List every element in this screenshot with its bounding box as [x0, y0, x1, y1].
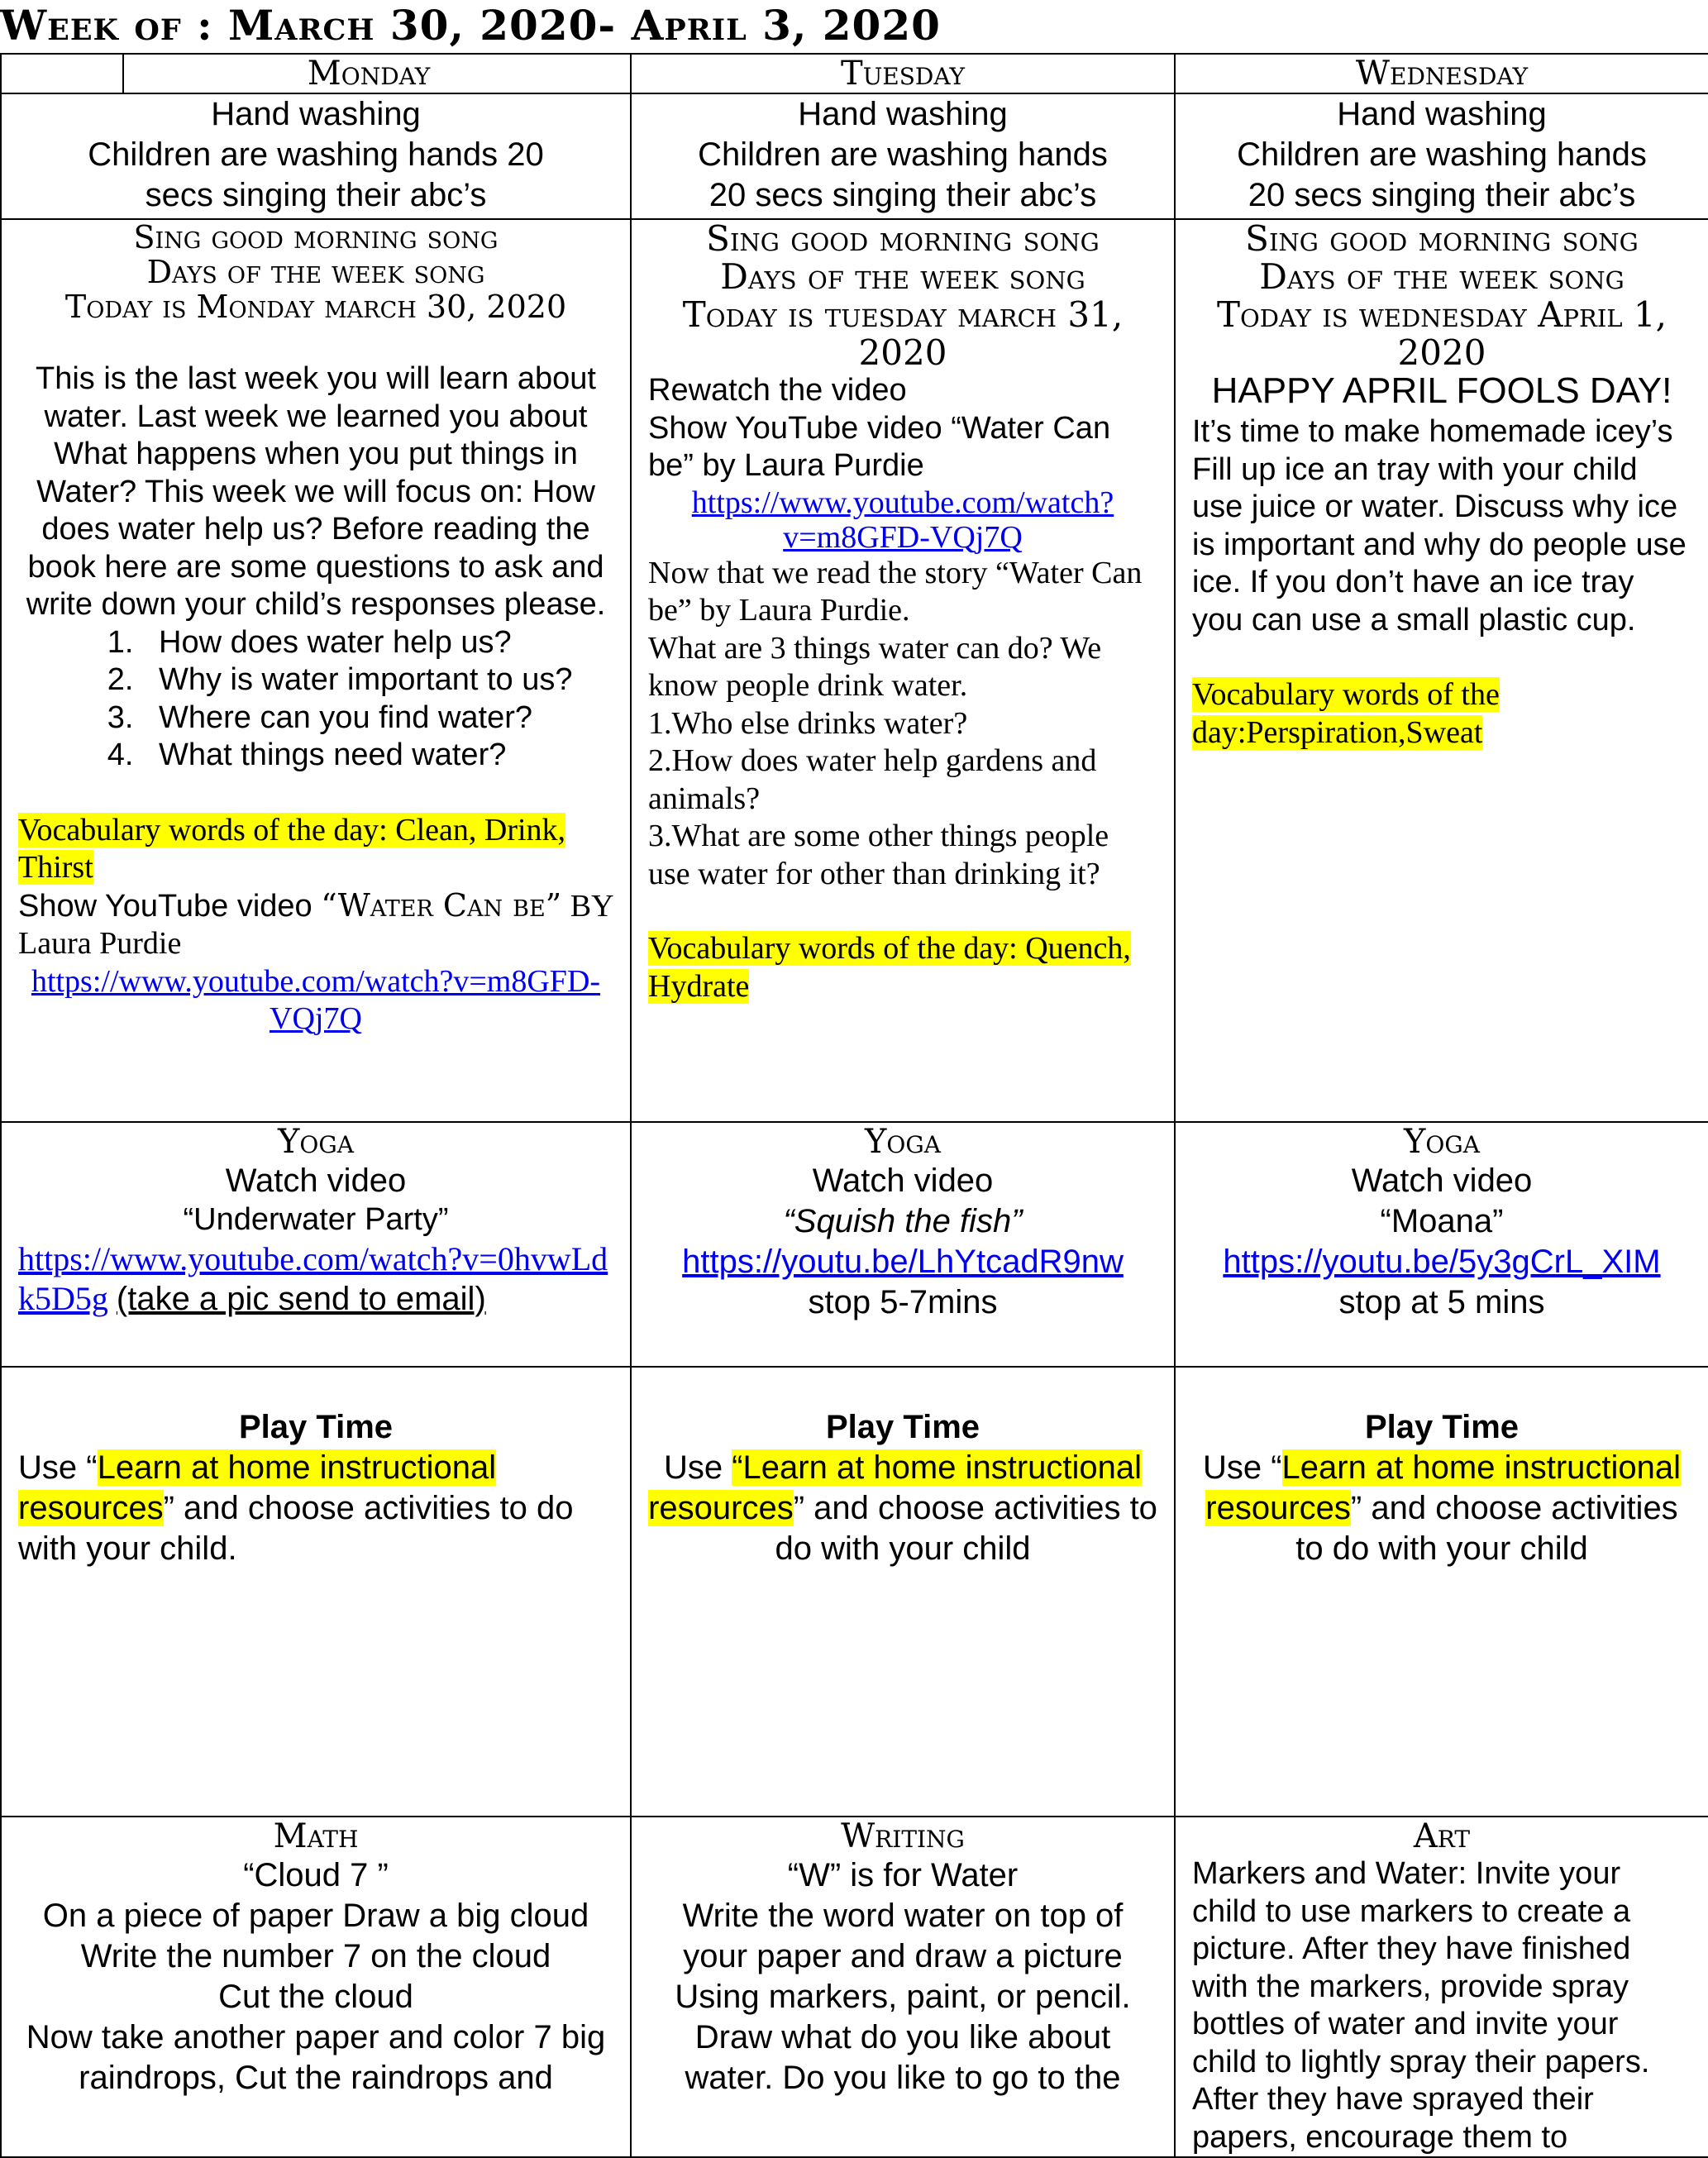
resources-highlight: Learn at home instructional resources	[18, 1449, 497, 1526]
yoga-tuesday	[631, 1122, 1175, 1367]
writing-cell	[631, 1817, 1175, 2157]
question-item: 2. Why is water important to us?	[142, 661, 613, 699]
lesson-wednesday	[1175, 219, 1708, 1122]
use-text: Use “	[1202, 1449, 1282, 1486]
writing-step: Using markers, paint, or pencil.	[675, 1979, 1131, 2015]
lesson-plan-table	[0, 53, 1708, 2158]
page-title: Week of : March 30, 2020- April 3, 2020	[0, 1, 941, 50]
math-title: “Cloud 7 ”	[243, 1857, 389, 1893]
resources-highlight: “Learn at home instructional resources	[648, 1449, 1143, 1526]
writing-heading: Writing	[841, 1817, 965, 1855]
video-title: “Water Can be”	[321, 886, 562, 924]
question-item: 4. What things need water?	[142, 737, 613, 775]
resources-highlight: Learn at home instructional resources	[1205, 1449, 1682, 1526]
question-item: 1. How does water help us?	[142, 624, 613, 662]
days-song: Days of the week song	[720, 256, 1085, 297]
photo-note: (take a pic send to email)	[116, 1280, 486, 1317]
day-label-monday: Monday	[307, 55, 431, 93]
question-1: 1.Who else drinks water?	[648, 705, 968, 741]
youtube-link[interactable]: https://youtu.be/LhYtcadR9nw	[682, 1244, 1124, 1280]
video-author: BY Laura Purdie	[18, 888, 613, 961]
rewatch-text: Rewatch the video	[648, 373, 907, 408]
vocab-highlight: Vocabulary words of the day: Clean, Drink, Thirst	[18, 812, 566, 885]
morning-song: Sing good morning song	[1245, 219, 1639, 259]
watch-video: Watch video	[225, 1163, 407, 1199]
watch-video: Watch video	[1351, 1163, 1533, 1199]
writing-step: Draw what do you like about water. Do you like to go to the	[685, 2019, 1121, 2096]
youtube-link[interactable]: https://www.youtube.com/watch?v=m8GFD-VQj7Q	[691, 485, 1114, 555]
art-cell	[1175, 1817, 1708, 2157]
lesson-monday	[1, 219, 631, 1122]
video-title: “Underwater Party”	[183, 1202, 449, 1237]
handwashing-tuesday	[631, 93, 1175, 219]
art-instructions: Markers and Water: Invite your child to use markers to create a picture. After they have finished with the markers, provide spray bottles of water and invite your child to lightly spray their papers. After they have sprayed their papers, encourage them to	[1192, 1856, 1650, 2155]
lesson-intro: This is the last week you will learn about water. Last week we learned you about What happens when you put things in Water? This week we will focus on: How does water help us? Before reading the book here are some questions to ask and write down your child’s responses please.	[26, 361, 606, 622]
video-title: “Squish the fish”	[783, 1203, 1023, 1239]
play-heading: Play Time	[238, 1409, 394, 1445]
today-date: Today is tuesday march 31, 2020	[682, 294, 1124, 373]
math-step: Now take another paper and color 7 big raindrops, Cut the raindrops and	[26, 2019, 606, 2096]
handwashing-monday	[1, 93, 631, 219]
question-item: 3. Where can you find water?	[142, 699, 613, 738]
header-wednesday	[1175, 54, 1708, 93]
handwashing-line2: 20 secs singing their abc’s	[1248, 177, 1636, 213]
handwashing-wednesday	[1175, 93, 1708, 219]
art-heading: Art	[1413, 1817, 1471, 1855]
icey-instructions: It’s time to make homemade icey’s Fill up ice an tray with your child use juice or water. Discuss why ice is important and why do people use ice. If you don’t have an ice tray you can use a small plastic cup.	[1192, 414, 1687, 637]
play-tuesday	[631, 1367, 1175, 1817]
header-monday	[1, 54, 631, 93]
activities-text: ” and choose activities to do with your child.	[18, 1490, 574, 1567]
play-monday	[1, 1367, 631, 1817]
days-song: Days of the week song	[1259, 256, 1625, 297]
activities-text: ” and choose activities to do with your child	[1295, 1490, 1678, 1567]
day-header-row	[1, 54, 1708, 93]
vocab-highlight: Vocabulary words of the day: Quench, Hydrate	[648, 931, 1131, 1004]
math-step: Cut the cloud	[218, 1979, 413, 2015]
lesson-tuesday	[631, 219, 1175, 1122]
yoga-wednesday	[1175, 1122, 1708, 1367]
day-label-tuesday: Tuesday	[841, 55, 965, 93]
stop-time: stop at 5 mins	[1338, 1284, 1545, 1320]
handwashing-line2: secs singing their abc’s	[145, 177, 487, 213]
handwashing-heading: Hand washing	[798, 96, 1008, 132]
yoga-heading: Yoga	[865, 1123, 941, 1161]
today-date: Today is Monday march 30, 2020	[64, 289, 567, 325]
handwashing-line1: Children are washing hands	[698, 136, 1108, 173]
youtube-link[interactable]: https://www.youtube.com/watch?v=m8GFD-VQj7Q	[31, 963, 601, 1036]
handwashing-line1: Children are washing hands 20	[88, 136, 544, 173]
handwashing-heading: Hand washing	[211, 96, 421, 132]
yoga-heading: Yoga	[1404, 1123, 1480, 1161]
yoga-heading: Yoga	[278, 1123, 354, 1161]
watch-video: Watch video	[812, 1163, 994, 1199]
play-heading: Play Time	[1364, 1409, 1520, 1445]
question-list	[18, 624, 613, 775]
today-date: Today is wednesday April 1, 2020	[1217, 294, 1667, 373]
writing-step: Write the word water on top of your paper and draw a picture	[682, 1898, 1124, 1974]
vocab-highlight: Vocabulary words of the day:Perspiration,Sweat	[1192, 677, 1500, 750]
handwashing-heading: Hand washing	[1337, 96, 1547, 132]
video-prefix: Show YouTube video	[18, 888, 312, 924]
morning-song: Sing good morning song	[133, 219, 499, 255]
story-text: Now that we read the story “Water Can be” by Laura Purdie.	[648, 555, 1143, 628]
writing-title: “W” is for Water	[787, 1857, 1019, 1893]
yoga-row	[1, 1122, 1708, 1367]
play-wednesday	[1175, 1367, 1708, 1817]
youtube-link[interactable]: https://www.youtube.com/watch?v=0hvwLdk5D5g	[18, 1239, 608, 1317]
lesson-row	[1, 219, 1708, 1122]
handwashing-line1: Children are washing hands	[1237, 136, 1647, 173]
use-text: Use	[663, 1449, 732, 1486]
play-time-row	[1, 1367, 1708, 1817]
video-text: Show YouTube video “Water Can be” by Laura Purdie	[648, 410, 1111, 483]
video-title: “Moana”	[1380, 1203, 1504, 1239]
activities-text: ” and choose activities to do with your child	[775, 1490, 1157, 1567]
question-2: 2.How does water help gardens and animals?	[648, 743, 1097, 816]
math-cell	[1, 1817, 631, 2157]
things-text: What are 3 things water can do? We know people drink water.	[648, 630, 1102, 703]
handwashing-line2: 20 secs singing their abc’s	[708, 177, 1097, 213]
use-text: Use “	[18, 1449, 98, 1486]
yoga-monday	[1, 1122, 631, 1367]
days-song: Days of the week song	[146, 254, 485, 290]
morning-song: Sing good morning song	[706, 219, 1100, 259]
april-fools-text: HAPPY APRIL FOOLS DAY!	[1211, 370, 1672, 411]
header-spacer	[18, 55, 124, 93]
handwashing-row	[1, 93, 1708, 219]
header-tuesday	[631, 54, 1175, 93]
stop-time: stop 5-7mins	[808, 1284, 998, 1320]
activity-row	[1, 1817, 1708, 2157]
math-step: Write the number 7 on the cloud	[80, 1938, 551, 1974]
math-heading: Math	[273, 1817, 359, 1855]
question-3: 3.What are some other things people use water for other than drinking it?	[648, 819, 1109, 891]
youtube-link[interactable]: https://youtu.be/5y3gCrL_XIM	[1223, 1244, 1661, 1280]
day-label-wednesday: Wednesday	[1355, 55, 1529, 93]
math-step: On a piece of paper Draw a big cloud	[42, 1898, 589, 1934]
play-heading: Play Time	[825, 1409, 980, 1445]
